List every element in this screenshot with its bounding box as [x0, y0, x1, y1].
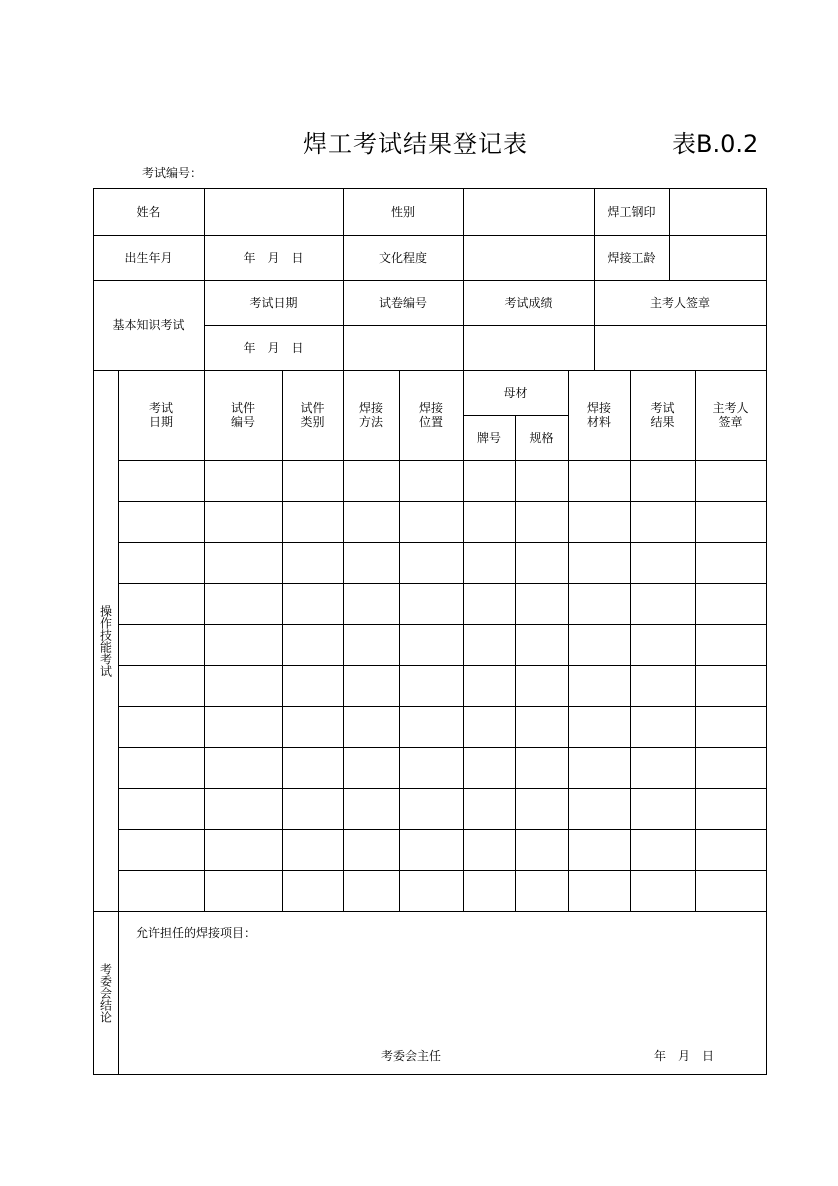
table-row-line	[118, 460, 767, 461]
welding-years-field[interactable]	[669, 235, 766, 280]
birth-label: 出生年月	[124, 250, 173, 265]
name-field[interactable]	[204, 188, 343, 235]
knowledge-header-score: 考试成绩	[504, 295, 553, 310]
table-row-line	[118, 542, 767, 543]
skill-header-exam-result: 考试 结果	[650, 401, 675, 429]
education-label: 文化程度	[378, 250, 427, 265]
knowledge-score-field[interactable]	[463, 325, 594, 370]
conclusion-date[interactable]: 年 月 日	[654, 1049, 715, 1063]
table-row-line	[118, 706, 767, 707]
skill-header-grade: 牌号	[476, 430, 501, 445]
table-row-line	[118, 501, 767, 502]
skill-header-welding-material: 焊接 材料	[586, 401, 611, 429]
birth-date-field[interactable]: 年 月 日	[243, 250, 304, 265]
allowed-items-label: 允许担任的焊接项目：	[136, 926, 257, 940]
skill-header-specimen-no: 试件 编号	[230, 401, 255, 429]
skill-header-welding-position: 焊接 位置	[418, 401, 443, 429]
skill-header-base-metal: 母材	[503, 385, 528, 400]
col-line	[515, 415, 516, 911]
table-row-line	[118, 747, 767, 748]
skill-section-label: 操作技能考试	[98, 604, 113, 677]
knowledge-paper-no-field[interactable]	[343, 325, 463, 370]
table-row-line	[118, 583, 767, 584]
name-label: 姓名	[136, 204, 161, 219]
table-row-line	[118, 665, 767, 666]
skill-header-welding-method: 焊接 方法	[358, 401, 383, 429]
section-label-line	[118, 370, 119, 1075]
education-field[interactable]	[463, 235, 594, 280]
border-right	[766, 188, 767, 1075]
knowledge-examiner-field[interactable]	[594, 325, 766, 370]
table-row-line	[118, 829, 767, 830]
director-label: 考委会主任	[381, 1049, 442, 1063]
skill-header-exam-date: 考试 日期	[148, 401, 173, 429]
skill-header-specimen-type: 试件 类别	[300, 401, 325, 429]
skill-header-examiner-seal: 主考人 签章	[712, 401, 749, 429]
steel-stamp-field[interactable]	[669, 188, 766, 235]
form-title: 焊工考试结果登记表	[303, 130, 528, 158]
knowledge-date-field[interactable]: 年 月 日	[243, 340, 304, 355]
registration-table	[93, 188, 767, 1075]
conclusion-section-label: 考委会结论	[98, 962, 113, 1023]
exam-number-label: 考试编号：	[142, 166, 203, 180]
table-row-line	[118, 788, 767, 789]
section-divider-line	[93, 911, 767, 912]
welding-years-label: 焊接工龄	[607, 250, 656, 265]
form-code: 表B.0.2	[672, 130, 759, 158]
knowledge-header-paper-no: 试卷编号	[378, 295, 427, 310]
knowledge-section-label: 基本知识考试	[112, 318, 185, 332]
table-row-line	[118, 624, 767, 625]
gender-field[interactable]	[463, 188, 594, 235]
skill-header-spec: 规格	[529, 430, 554, 445]
knowledge-header-examiner: 主考人签章	[649, 295, 710, 310]
table-row-line	[118, 870, 767, 871]
knowledge-header-date: 考试日期	[249, 295, 298, 310]
border-bottom	[93, 1074, 767, 1075]
steel-stamp-label: 焊工钢印	[607, 204, 656, 219]
gender-label: 性别	[390, 204, 415, 219]
